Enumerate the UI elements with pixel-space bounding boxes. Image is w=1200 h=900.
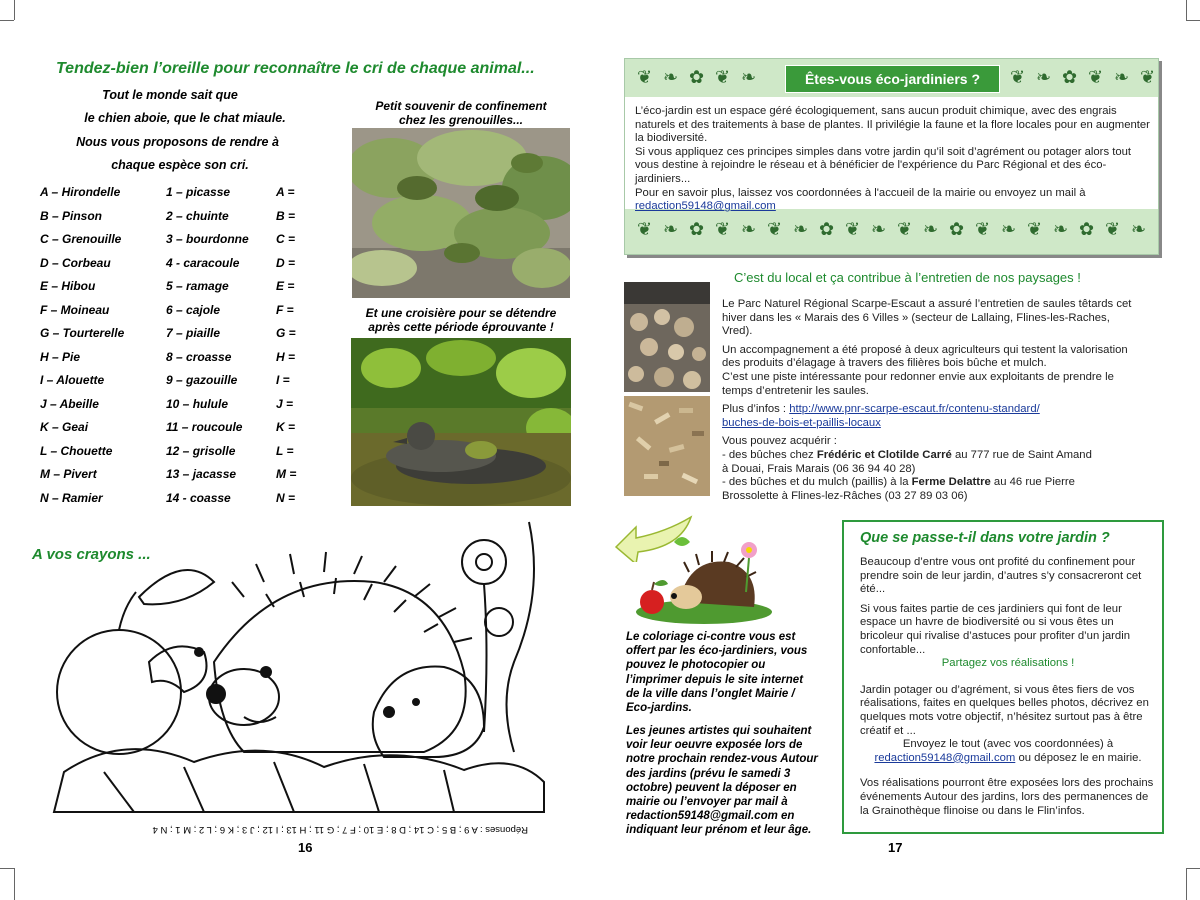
eco-title: Êtes-vous éco-jardiniers ? <box>785 65 1000 93</box>
quiz-intro-line-1: Tout le monde sait que <box>102 88 238 102</box>
quiz-row <box>40 209 340 225</box>
quiz-cri: 6 – cajole <box>166 302 221 317</box>
quiz-row <box>40 350 340 366</box>
quiz-cri: 7 – piaille <box>166 326 221 340</box>
logs-photo <box>624 282 710 392</box>
leaf-icon: ❧ <box>793 219 809 239</box>
leaf-icon: ✿ <box>819 219 835 239</box>
leaf-icon: ❦ <box>1088 67 1104 87</box>
local-infos-label: Plus d’infos : <box>722 403 787 416</box>
page-number-left: 16 <box>298 840 313 855</box>
leaf-icon: ❧ <box>1036 67 1052 87</box>
quiz-cri: 11 – roucoule <box>166 420 243 434</box>
leaf-icon: ❦ <box>1140 67 1156 87</box>
quiz-answer-slot: I = <box>276 373 290 387</box>
quiz-animal: K – Geai <box>40 420 89 434</box>
bullet-text: - des bûches chez <box>722 448 814 461</box>
jardin-send-post: ou déposez le en mairie. <box>1018 751 1142 764</box>
leaf-icon: ❦ <box>1027 219 1043 239</box>
bullet-name: Ferme Delattre <box>911 476 991 489</box>
quiz-answer-slot: G = <box>276 326 296 340</box>
duck-photo <box>351 338 571 506</box>
crop-mark <box>14 0 29 20</box>
local-paragraph: C’est une piste intéressante pour redonner envie aux exploitants de prendre le temps d’entretenir les saules. <box>722 370 1114 397</box>
leaf-icon: ❦ <box>975 219 991 239</box>
leaf-icon: ❧ <box>1053 219 1069 239</box>
quiz-row <box>40 256 340 272</box>
leaf-icon: ✿ <box>949 219 965 239</box>
quiz-cri: 12 – grisolle <box>166 443 236 458</box>
hedgehog-clipart <box>634 532 774 624</box>
leaf-icon: ❦ <box>767 219 783 239</box>
crayons-title: A vos crayons ... <box>32 546 151 563</box>
quiz-cri: 9 – gazouille <box>166 373 238 387</box>
eco-jardiniers-box <box>624 58 1159 255</box>
local-bullet-1-line2: à Douai, Frais Marais (06 36 94 40 28) <box>722 462 916 475</box>
eco-text <box>635 105 1150 214</box>
local-title: C’est du local et ça contribue à l’entretien de nos paysages ! <box>734 270 1081 285</box>
quiz-answer-slot: J = <box>276 396 294 411</box>
quiz-answer-slot: B = <box>276 208 296 223</box>
quiz-row <box>40 373 340 389</box>
leaf-icon: ❧ <box>741 67 757 87</box>
mulch-photo <box>624 396 710 496</box>
quiz-row <box>40 232 340 248</box>
crop-mark <box>1186 868 1200 900</box>
leaf-icon: ❧ <box>1001 219 1017 239</box>
local-acquire: Vous pouvez acquérir : <box>722 435 837 448</box>
leaf-icon: ✿ <box>689 219 705 239</box>
quiz-animal: J – Abeille <box>40 396 99 411</box>
leaf-icon: ❧ <box>923 219 939 239</box>
leaf-icon: ❦ <box>715 67 731 87</box>
caption-line: Petit souvenir de confinement <box>375 99 547 113</box>
jardin-paragraph: Jardin potager ou d’agrément, si vous êtes fiers de vos réalisations, faites en quelques belles photos, décrivez en quelques mots votre objectif, n’hésitez surtout pas à être créatif et ... <box>860 683 1149 737</box>
quiz-animal: F – Moineau <box>40 302 110 317</box>
frogs-pond-photo <box>352 128 570 298</box>
leaf-icon: ❦ <box>637 219 653 239</box>
quiz-answer-slot: F = <box>276 302 294 317</box>
quiz-cri: 8 – croasse <box>166 349 232 364</box>
quiz-animal: M – Pivert <box>40 467 97 481</box>
quiz-animal: N – Ramier <box>40 490 103 505</box>
leaf-icon: ❦ <box>1010 67 1026 87</box>
leaf-icon: ✿ <box>689 67 705 87</box>
jardin-paragraph: Beaucoup d’entre vous ont profité du confinement pour prendre soin de leur jardin, d’autres s’y consacreront cet été... <box>860 556 1142 596</box>
quiz-title: Tendez-bien l’oreille pour reconnaître le cri de chaque animal... <box>56 60 535 77</box>
photo-caption-duck <box>350 306 572 334</box>
quiz-answer-slot: C = <box>276 232 296 246</box>
quiz-cri: 13 – jacasse <box>166 467 237 481</box>
quiz-answer-slot: D = <box>276 255 296 270</box>
quiz-animal: G – Tourterelle <box>40 326 125 340</box>
quiz-cri: 3 – bourdonne <box>166 232 249 246</box>
quiz-row <box>40 420 340 436</box>
bullet-text: au 777 rue de Saint Amand <box>954 448 1092 461</box>
quiz-row <box>40 397 340 413</box>
young-artists-text: Les jeunes artistes qui souhaitent voir leur oeuvre exposée lors de notre prochain rendez-vous Autour des jardins (prévu le samedi 3 octobre) peuvent la déposer en mairie ou l’envoyer par mail à redaction59148@gmail.com en indiquant leur prénom et leur âge. <box>626 725 818 837</box>
caption-line: après cette période éprouvante ! <box>368 320 554 334</box>
quiz-animal: D – Corbeau <box>40 255 111 270</box>
leaf-icon: ❧ <box>741 219 757 239</box>
caption-line: Et une croisière pour se détendre <box>365 306 557 320</box>
quiz-answer-slot: N = <box>276 490 296 505</box>
page-number-right: 17 <box>888 840 903 855</box>
quiz-animal: E – Hibou <box>40 279 96 293</box>
quiz-animal: L – Chouette <box>40 443 113 458</box>
coloring-text: Le coloriage ci-contre vous est offert par les éco-jardiniers, vous pouvez le photocopier ou l’imprimer depuis le site internet de la ville dans l’onglet Mairie / Eco-jardins. <box>626 631 808 715</box>
jardin-send-line <box>860 752 1156 766</box>
local-paragraph: Un accompagnement a été proposé à deux agriculteurs qui testent la valorisation des produits d’élagage à travers des filières bois bûche et mulch. <box>722 343 1128 370</box>
quiz-row <box>40 467 340 483</box>
leaf-icon: ❧ <box>663 219 679 239</box>
pnr-link[interactable]: http://www.pnr-scarpe-escaut.fr/contenu-standard/ <box>789 403 1040 416</box>
quiz-row <box>40 326 340 342</box>
leaf-icon: ❧ <box>1114 67 1130 87</box>
jardin-share: Partagez vos réalisations ! <box>941 657 1075 670</box>
local-text <box>722 298 1134 503</box>
eco-email-link[interactable]: redaction59148@gmail.com <box>635 200 776 213</box>
caption-line: chez les grenouilles... <box>398 113 524 127</box>
quiz-intro-line-2: le chien aboie, que le chat miaule. <box>84 111 286 125</box>
hedgehog-coloring-drawing <box>44 512 548 820</box>
jardin-box <box>842 520 1164 834</box>
crop-mark <box>14 868 29 900</box>
leaf-icon: ❦ <box>897 219 913 239</box>
jardin-send: Envoyez le tout (avec vos coordonnées) à <box>902 738 1114 751</box>
eco-paragraph: Pour en savoir plus, laissez vos coordonnées à l'accueil de la mairie ou envoyez un mail à <box>635 186 1086 199</box>
pnr-link-cont[interactable]: buches-de-bois-et-paillis-locaux <box>722 416 881 429</box>
bullet-text: au 46 rue Pierre <box>993 476 1075 489</box>
quiz-cri: 4 - caracoule <box>166 255 240 270</box>
quiz-row <box>40 185 340 201</box>
jardin-paragraph: Vos réalisations pourront être exposées lors des prochains événements Autour des jardins, lors des permanences de la Grainothèque flinoise ou dans le Flin’infos. <box>860 777 1154 817</box>
quiz-intro-line-3: Nous vous proposons de rendre à <box>76 135 279 149</box>
leaf-icon: ❦ <box>845 219 861 239</box>
quiz-animal: H – Pie <box>40 349 81 364</box>
local-bullet-2-line2: Brossolette à Flines-lez-Râches (03 27 89 03 06) <box>722 489 968 502</box>
eco-paragraph: L’éco-jardin est un espace géré écologiquement, sans aucun produit chimique, avec des engrais naturels et des traitements à base de plantes. Il privilégie la faune et la flore locales pour en augmenter la biodiversité. <box>635 105 1150 145</box>
quiz-cri: 14 - coasse <box>166 490 231 505</box>
local-infos-line2 <box>722 417 1134 431</box>
quiz-animal: B – Pinson <box>40 208 103 223</box>
eco-paragraph: Si vous appliquez ces principes simples dans votre jardin qu’il soit d’agrément ou potager alors tout vous destine à rejoindre le réseau et à bénéficier de l'expérience du Parc Régional et des éco-jardiniers... <box>635 145 1132 185</box>
quiz-row <box>40 491 340 507</box>
local-paragraph: Le Parc Naturel Régional Scarpe-Escaut a assuré l’entretien de saules têtards cet hiver dans les « Marais des 6 Villes » (secteur de Lallaing, Flines-les-Raches, Vred). <box>722 298 1132 338</box>
quiz-animal: C – Grenouille <box>40 232 122 246</box>
quiz-answer-slot: M = <box>276 467 297 481</box>
quiz-answers-upside-down: Réponses : A 9 ; B 5 ; C 14 ; D 8 ; E 10 ; F 7 ; G 11 ; H 13 ; I 12 ; J 3 ; K 6 ; L 2 ; M 1 ; N 4 <box>152 824 528 835</box>
local-bullet-2 <box>722 476 1134 490</box>
quiz-answer-slot: L = <box>276 443 294 458</box>
jardin-paragraph: Si vous faites partie de ces jardiniers qui font de leur espace un havre de biodiversité ou si vous êtes un bricoleur qui rivalise d’astuces pour profiter d’un jardin confortable... <box>860 602 1131 656</box>
quiz-row <box>40 279 340 295</box>
leaf-icon: ✿ <box>1062 67 1078 87</box>
leaf-icon: ❦ <box>715 219 731 239</box>
quiz-cri: 2 – chuinte <box>166 208 229 223</box>
quiz-animal: I – Alouette <box>40 373 105 387</box>
bullet-name: Frédéric et Clotilde Carré <box>816 448 952 461</box>
quiz-answer-slot: E = <box>276 279 295 293</box>
quiz-intro-line-4: chaque espèce son cri. <box>111 158 249 172</box>
quiz-cri: 1 – picasse <box>166 185 231 199</box>
photo-caption-frogs <box>350 99 572 127</box>
quiz-row <box>40 444 340 460</box>
bullet-text: - des bûches et du mulch (paillis) à la <box>722 476 909 489</box>
quiz-answer-slot: K = <box>276 420 296 434</box>
quiz-answer-slot: H = <box>276 349 296 364</box>
leaf-icon: ❧ <box>1131 219 1147 239</box>
quiz-animal: A – Hirondelle <box>40 185 121 199</box>
leaf-icon: ✿ <box>1079 219 1095 239</box>
crop-mark <box>0 20 14 35</box>
crop-mark <box>1186 20 1200 35</box>
local-bullet-1 <box>722 449 1134 463</box>
crop-mark <box>0 868 14 883</box>
crop-mark <box>1186 0 1200 20</box>
quiz-cri: 5 – ramage <box>166 279 229 293</box>
leaf-icon: ❦ <box>1105 219 1121 239</box>
quiz-answer-slot: A = <box>276 185 295 199</box>
jardin-email-link[interactable]: redaction59148@gmail.com <box>874 751 1016 764</box>
local-infos <box>722 403 1134 417</box>
leaf-icon: ❦ <box>637 67 653 87</box>
quiz-row <box>40 303 340 319</box>
leaf-icon: ❧ <box>663 67 679 87</box>
jardin-title: Que se passe-t-il dans votre jardin ? <box>860 530 1110 546</box>
leaf-icon: ❧ <box>871 219 887 239</box>
quiz-cri: 10 – hulule <box>166 396 229 411</box>
jardin-text <box>860 556 1156 818</box>
